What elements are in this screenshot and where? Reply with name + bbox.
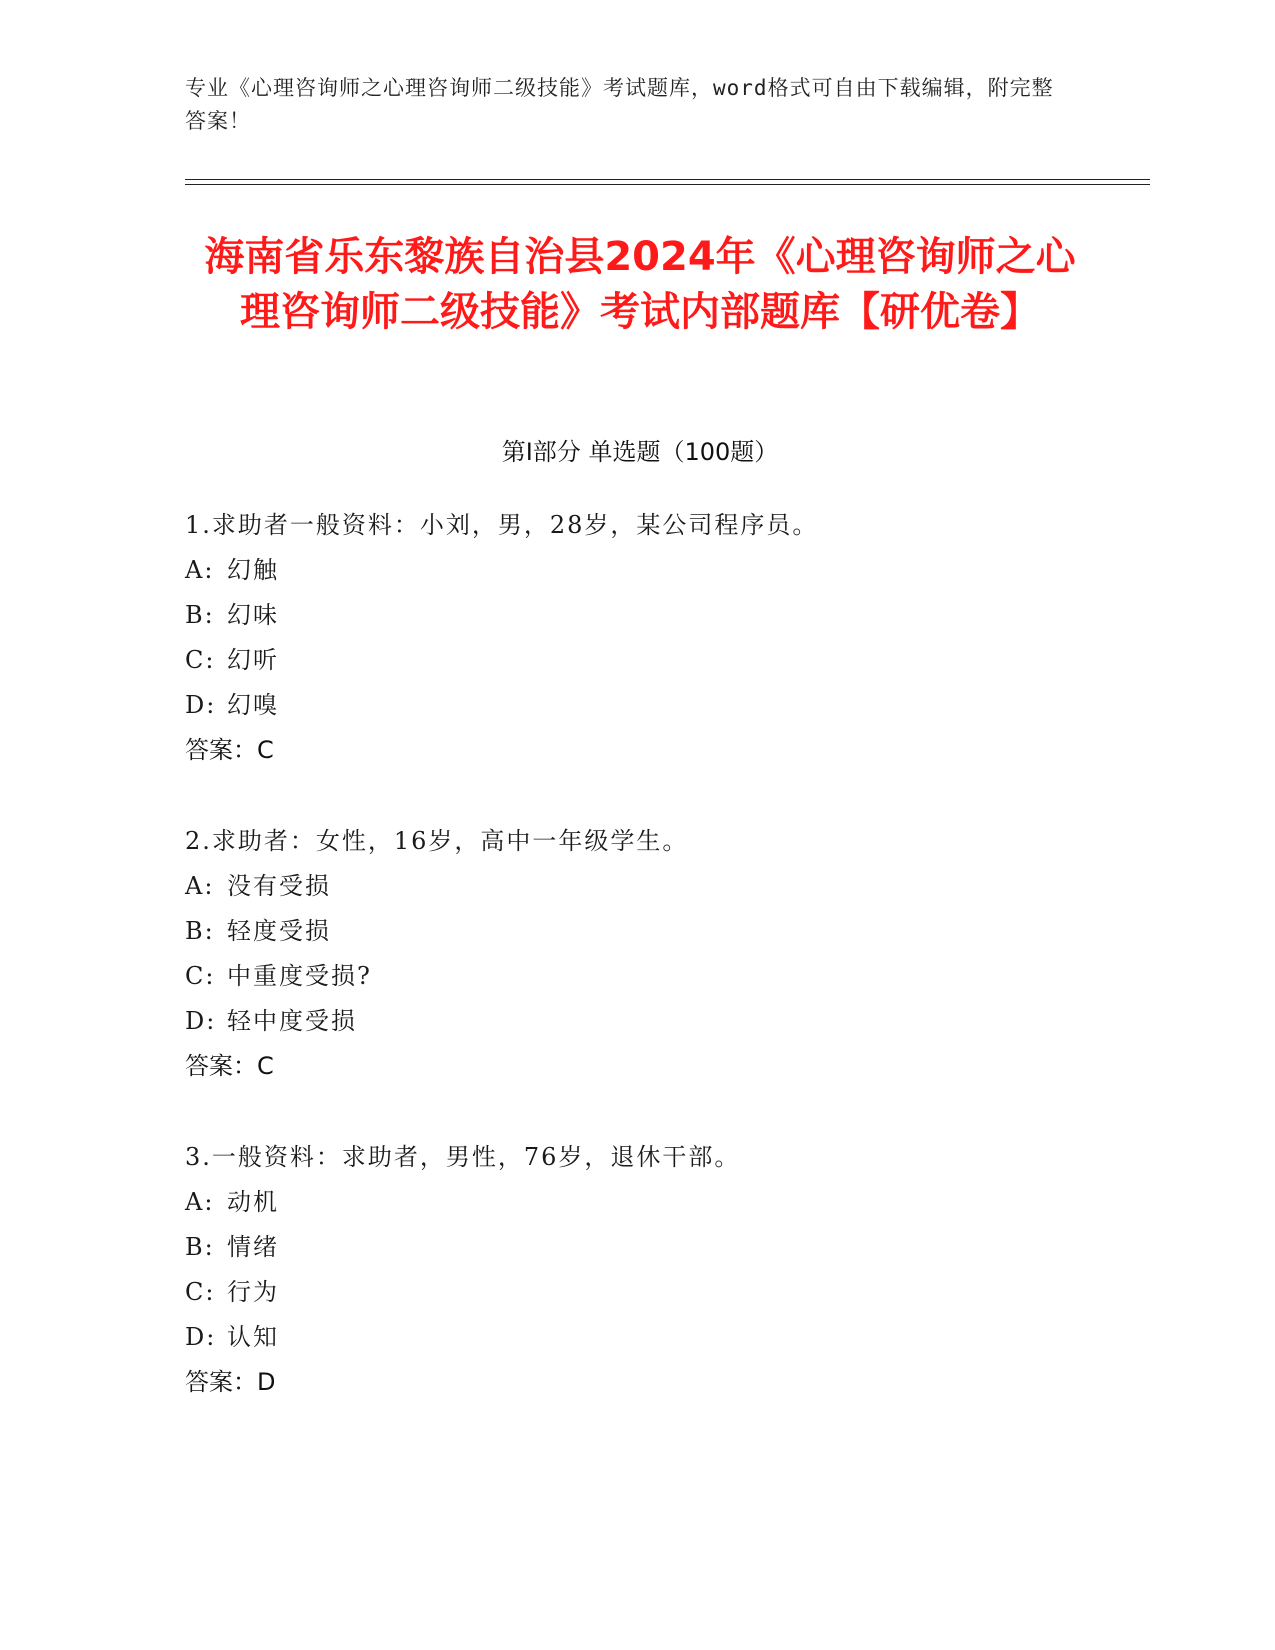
- option-letter: A:: [185, 872, 215, 900]
- question-2: [185, 819, 1085, 1089]
- option-text: 行为: [227, 1278, 279, 1306]
- option-letter: D:: [185, 1323, 217, 1351]
- option-text: 幻味: [227, 601, 279, 629]
- option-letter: A:: [185, 556, 215, 584]
- option-letter: B:: [185, 1233, 215, 1261]
- question-3: [185, 1135, 1085, 1405]
- option-a: [185, 1180, 1085, 1225]
- header-rule-top: [185, 179, 1150, 180]
- answer-line: [185, 728, 1085, 773]
- option-c: [185, 1270, 1085, 1315]
- option-b: [185, 1225, 1085, 1270]
- option-d: [185, 999, 1085, 1044]
- question-stem: 3.一般资料：求助者，男性，76岁，退休干部。: [185, 1143, 741, 1171]
- option-letter: C:: [185, 646, 216, 674]
- option-text: 认知: [227, 1323, 279, 1351]
- option-letter: C:: [185, 962, 216, 990]
- option-text: 中重度受损?: [227, 962, 372, 990]
- option-text: 情绪: [227, 1233, 279, 1261]
- answer-line: [185, 1360, 1085, 1405]
- answer-prefix: 答案：: [185, 1368, 257, 1396]
- answer-line: [185, 1044, 1085, 1089]
- document-title: 海南省乐东黎族自治县2024年《心理咨询师之心理咨询师二级技能》考试内部题库【研优卷】: [204, 234, 1076, 335]
- section-heading: 第Ⅰ部分 单选题（100题）: [501, 438, 779, 466]
- option-a: [185, 548, 1085, 593]
- option-letter: D:: [185, 1007, 217, 1035]
- option-a: [185, 864, 1085, 909]
- question-stem: 2.求助者：女性，16岁，高中一年级学生。: [185, 827, 689, 855]
- option-letter: B:: [185, 601, 215, 629]
- answer-value: C: [257, 736, 274, 764]
- option-d: [185, 683, 1085, 728]
- answer-prefix: 答案：: [185, 1052, 257, 1080]
- option-letter: B:: [185, 917, 215, 945]
- answer-value: C: [257, 1052, 274, 1080]
- option-text: 轻度受损: [227, 917, 331, 945]
- option-d: [185, 1315, 1085, 1360]
- header-rule-bottom: [185, 184, 1150, 185]
- option-b: [185, 593, 1085, 638]
- answer-value: D: [257, 1368, 276, 1396]
- option-b: [185, 909, 1085, 954]
- option-text: 幻听: [227, 646, 279, 674]
- question-1: [185, 503, 1085, 773]
- option-c: [185, 954, 1085, 999]
- option-text: 动机: [227, 1188, 279, 1216]
- header-note: 专业《心理咨询师之心理咨询师二级技能》考试题库，word格式可自由下载编辑，附完整答案！: [185, 76, 1054, 133]
- option-letter: A:: [185, 1188, 215, 1216]
- option-letter: D:: [185, 691, 217, 719]
- option-c: [185, 638, 1085, 683]
- option-text: 轻中度受损: [227, 1007, 357, 1035]
- question-stem: 1.求助者一般资料：小刘，男，28岁，某公司程序员。: [185, 511, 819, 539]
- option-text: 幻嗅: [227, 691, 279, 719]
- option-text: 幻触: [227, 556, 279, 584]
- option-letter: C:: [185, 1278, 216, 1306]
- answer-prefix: 答案：: [185, 736, 257, 764]
- option-text: 没有受损: [227, 872, 331, 900]
